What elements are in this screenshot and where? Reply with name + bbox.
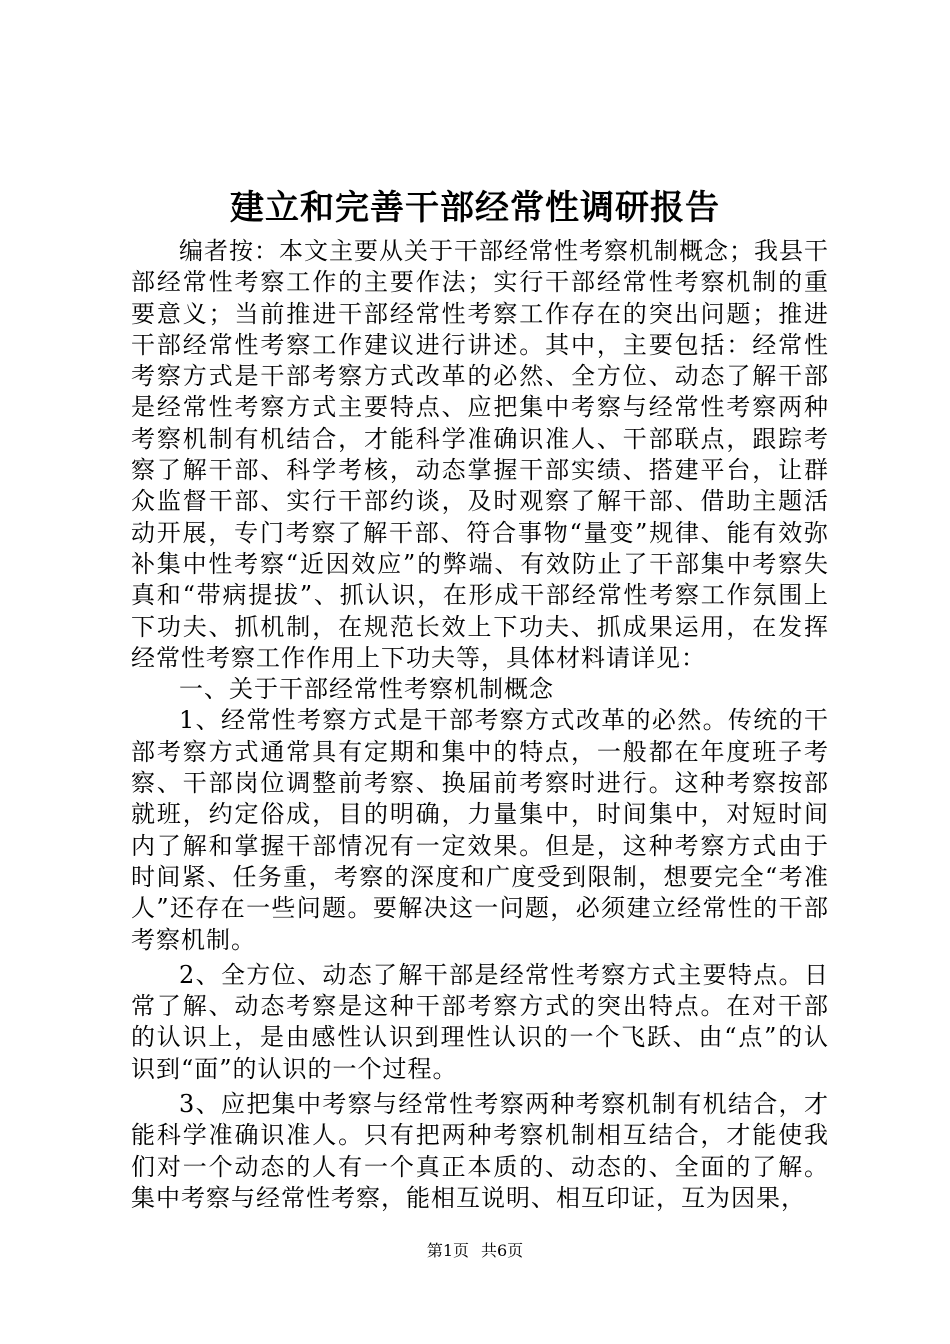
body-paragraph: 3、应把集中考察与经常性考察两种考察机制有机结合，才能科学准确识准人。只有把两种考察机制相互结合，才能使我们对一个动态的人有一个真正本质的、动态的、全面的了解。集中考察与经常性考察，能相互说明、相互印证，互为因果， — [131, 1090, 829, 1212]
page-total: 共6页 — [481, 1241, 524, 1260]
document-title: 建立和完善干部经常性调研报告 — [230, 188, 720, 228]
body-paragraph: 1、经常性考察方式是干部考察方式改革的必然。传统的干部考察方式通常具有定期和集中的特点，一般都在年度班子考察、干部岗位调整前考察、换届前考察时进行。这种考察按部就班，约定俗成，目的明确，力量集中，时间集中，对短时间内了解和掌握干部情况有一定效果。但是，这种考察方式由于时间紧、任务重，考察的深度和广度受到限制，想要完全“考准人”还存在一些问题。要解决这一问题，必须建立经常性的干部考察机制。 — [131, 706, 829, 954]
page-number: 第1页 — [426, 1241, 469, 1260]
body-paragraph: 2、全方位、动态了解干部是经常性考察方式主要特点。日常了解、动态考察是这种干部考察方式的突出特点。在对干部的认识上，是由感性认识到理性认识的一个飞跃、由“点”的认识到“面”的认识的一个过程。 — [131, 960, 829, 1083]
section-heading: 一、关于干部经常性考察机制概念 — [179, 675, 554, 704]
editor-note-paragraph: 编者按：本文主要从关于干部经常性考察机制概念；我县干部经常性考察工作的主要作法；实行干部经常性考察机制的重要意义；当前推进干部经常性考察工作存在的突出问题；推进干部经常性考察工作建议进行讲述。其中，主要包括：经常性考察方式是干部考察方式改革的必然、全方位、动态了解干部是经常性考察方式主要特点、应把集中考察与经常性考察两种考察机制有机结合，才能科学准确识准人、干部联点，跟踪考察了解干部、科学考核，动态掌握干部实绩、搭建平台，让群众监督干部、实行干部约谈，及时观察了解干部、借助主题活动开展，专门考察了解干部、符合事物“量变”规律、能有效弥补集中性考察“近因效应”的弊端、有效防止了干部集中考察失真和“带病提拔”、抓认识，在形成干部经常性考察工作氛围上下功夫、抓机制，在规范长效上下功夫、抓成果运用，在发挥经常性考察工作作用上下功夫等，具体材料请详见： — [131, 237, 829, 672]
document-body — [131, 236, 829, 1214]
page-footer — [0, 1240, 950, 1262]
